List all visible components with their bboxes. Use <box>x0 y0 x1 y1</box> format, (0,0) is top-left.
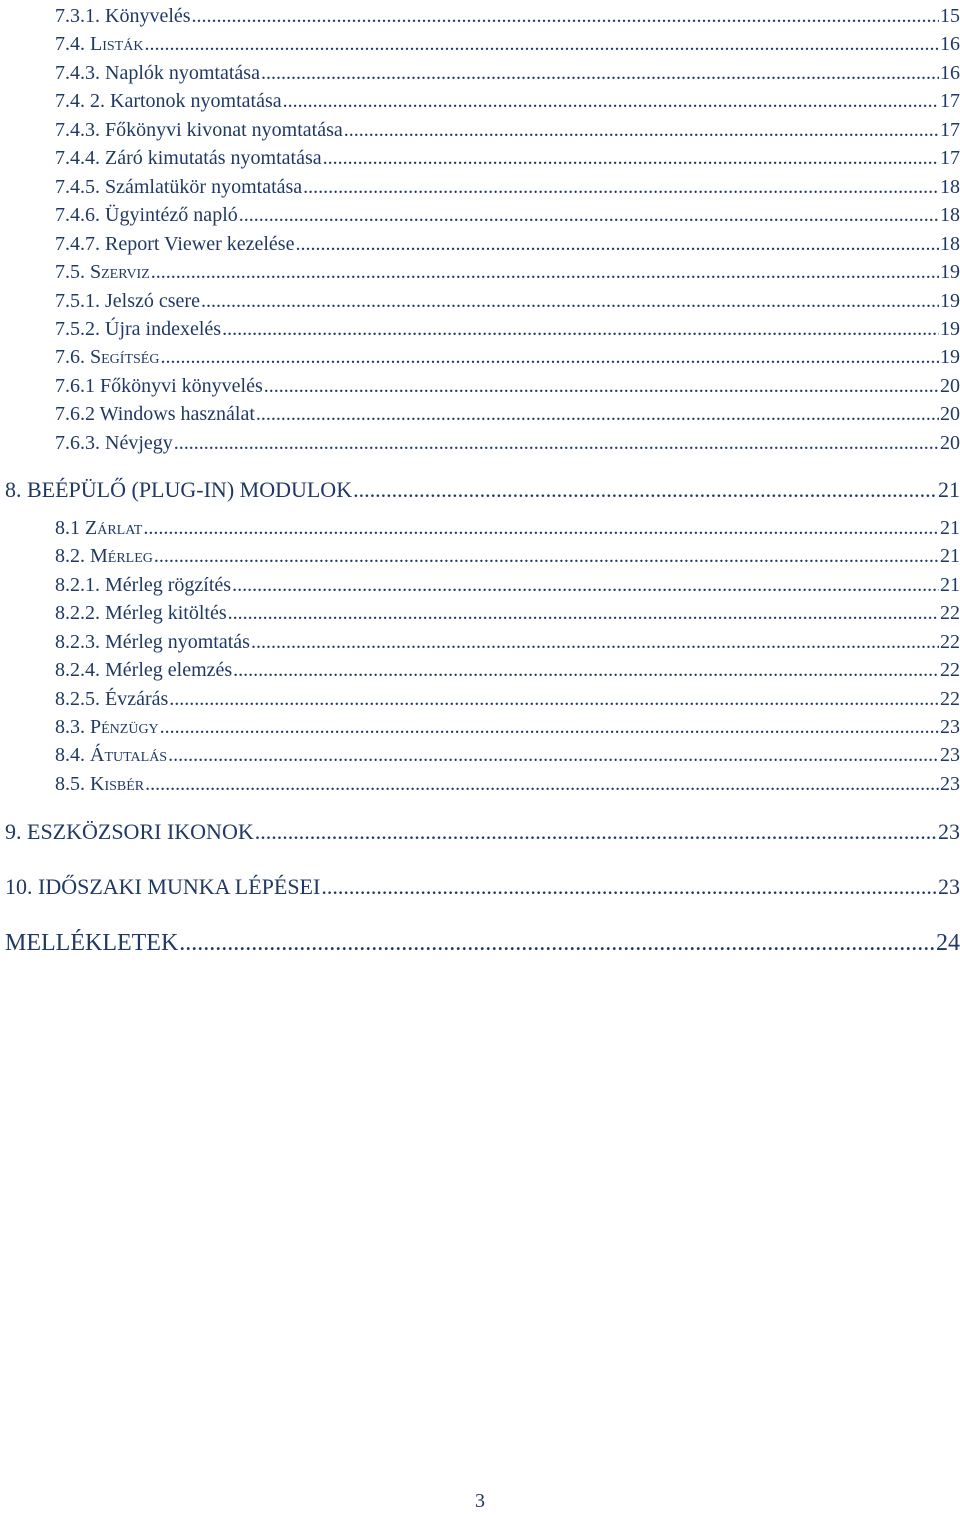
toc-entry-page: 22 <box>940 659 960 681</box>
toc-entry-page: 16 <box>940 33 960 55</box>
toc-entry-label: 8.2.3. Mérleg nyomtatás <box>55 631 250 653</box>
toc-entry-page: 18 <box>940 176 960 198</box>
toc-leader-dots <box>353 474 937 506</box>
toc-entry[interactable] <box>5 474 960 502</box>
toc-entry-label: 7.4.6. Ügyintéző napló <box>55 204 238 226</box>
toc-entry-page: 21 <box>940 517 960 539</box>
toc-leader-dots <box>323 142 939 174</box>
toc-entry[interactable] <box>55 768 960 796</box>
toc-entry-label: 7.3.1. Könyvelés <box>55 5 191 27</box>
toc-entry-page: 21 <box>938 477 960 502</box>
toc-entry-page: 22 <box>940 602 960 624</box>
toc-entry-label: 10. IDŐSZAKI MUNKA LÉPÉSEI <box>5 874 321 899</box>
toc-entry-page: 17 <box>940 147 960 169</box>
toc-entry[interactable] <box>55 228 960 256</box>
toc-entry-label: 8.2.1. Mérleg rögzítés <box>55 574 232 596</box>
toc-entry-page: 19 <box>940 261 960 283</box>
toc-leader-dots <box>283 85 939 117</box>
toc-entry-page: 18 <box>940 233 960 255</box>
toc-entry-label: 7.5.2. Újra indexelés <box>55 318 222 340</box>
toc-entry-page: 17 <box>940 90 960 112</box>
toc-entry-page: 22 <box>940 631 960 653</box>
toc-leader-dots <box>233 654 939 686</box>
toc-entry-label: 7.4.3. Naplók nyomtatása <box>55 62 260 84</box>
toc-entry-page: 23 <box>940 744 960 766</box>
toc-entry[interactable] <box>55 57 960 85</box>
toc-entry-page: 19 <box>940 346 960 368</box>
toc-entry-page: 23 <box>938 874 960 899</box>
toc-entry[interactable] <box>55 199 960 227</box>
toc-entry[interactable] <box>55 85 960 113</box>
toc-entry-label: 7.5. Szerviz <box>55 261 150 283</box>
toc-entry-page: 17 <box>940 119 960 141</box>
toc-entry[interactable] <box>55 711 960 739</box>
toc-entry[interactable] <box>5 871 960 899</box>
toc-leader-dots <box>256 398 939 430</box>
toc-entry-page: 20 <box>940 375 960 397</box>
toc-leader-dots <box>168 739 939 771</box>
toc-entry[interactable] <box>55 512 960 540</box>
toc-entry[interactable] <box>55 142 960 170</box>
toc-entry[interactable] <box>55 739 960 767</box>
toc-leader-dots <box>160 341 939 373</box>
toc-entry[interactable] <box>55 313 960 341</box>
toc-entry[interactable] <box>55 427 960 455</box>
toc-entry-label: MELLÉKLETEK <box>5 930 179 956</box>
toc-entry[interactable] <box>55 540 960 568</box>
toc-leader-dots <box>154 540 939 572</box>
toc-entry[interactable] <box>55 683 960 711</box>
toc-entry-label: 7.6.2 Windows használat <box>55 403 255 425</box>
toc-leader-dots <box>144 28 939 60</box>
toc-entry-label: 7.4. Listák <box>55 33 144 55</box>
toc-entry-label: 7.4.4. Záró kimutatás nyomtatása <box>55 147 322 169</box>
toc-leader-dots <box>179 927 935 959</box>
toc-entry-page: 23 <box>938 819 960 844</box>
toc-entry[interactable] <box>55 626 960 654</box>
toc-entry-label: 8.2.5. Évzárás <box>55 688 169 710</box>
toc-leader-dots <box>228 597 939 629</box>
toc-leader-dots <box>151 256 939 288</box>
toc-entry[interactable] <box>5 816 960 844</box>
toc-entry[interactable] <box>55 256 960 284</box>
toc-entry-label: 7.6. Segítség <box>55 346 160 368</box>
toc-entry-label: 7.4. 2. Kartonok nyomtatása <box>55 90 282 112</box>
toc-entry-label: 9. ESZKÖZSORI IKONOK <box>5 819 254 844</box>
toc-entry-label: 8.3. Pénzügy <box>55 716 159 738</box>
toc-entry-label: 7.4.5. Számlatükör nyomtatása <box>55 176 303 198</box>
toc-entry-label: 7.6.3. Névjegy <box>55 432 173 454</box>
toc-leader-dots <box>321 871 937 903</box>
toc-entry[interactable] <box>55 569 960 597</box>
toc-entry-label: 8.1 Zárlat <box>55 517 143 539</box>
toc-entry-page: 16 <box>940 62 960 84</box>
toc-entry-label: 8.2. Mérleg <box>55 545 153 567</box>
toc-entry-label: 7.4.7. Report Viewer kezelése <box>55 233 295 255</box>
toc-entry[interactable] <box>55 171 960 199</box>
toc-entry[interactable] <box>55 398 960 426</box>
toc-entry-page: 18 <box>940 204 960 226</box>
toc-entry-page: 21 <box>940 545 960 567</box>
toc-entry-page: 19 <box>940 318 960 340</box>
toc-leader-dots <box>174 427 939 459</box>
toc-entry-label: 7.6.1 Főkönyvi könyvelés <box>55 375 263 397</box>
toc-leader-dots <box>255 816 937 848</box>
toc-entry[interactable] <box>55 28 960 56</box>
toc-entry-label: 7.5.1. Jelszó csere <box>55 290 200 312</box>
page-number: 3 <box>475 1490 485 1512</box>
toc-entry[interactable] <box>55 285 960 313</box>
toc-entry-label: 8.2.2. Mérleg kitöltés <box>55 602 227 624</box>
toc-entry-page: 20 <box>940 403 960 425</box>
toc-entry-page: 20 <box>940 432 960 454</box>
toc-entry-label: 8.2.4. Mérleg elemzés <box>55 659 233 681</box>
toc-entry-page: 23 <box>940 716 960 738</box>
toc-entry[interactable] <box>55 114 960 142</box>
toc-entry-label: 8.5. Kisbér <box>55 773 145 795</box>
toc-entry[interactable] <box>55 0 960 28</box>
toc-entry[interactable] <box>55 654 960 682</box>
toc-entry-page: 23 <box>940 773 960 795</box>
toc-leader-dots <box>145 768 939 800</box>
toc-leader-dots <box>239 199 939 231</box>
toc-entry[interactable] <box>55 341 960 369</box>
toc-entry-label: 8.4. Átutalás <box>55 744 168 766</box>
toc-entry-page: 21 <box>940 574 960 596</box>
toc-entry-page: 24 <box>936 930 960 956</box>
toc-entry-page: 19 <box>940 290 960 312</box>
toc-entry-page: 15 <box>940 5 960 27</box>
toc-entry-label: 7.4.3. Főkönyvi kivonat nyomtatása <box>55 119 343 141</box>
toc-entry[interactable] <box>55 597 960 625</box>
toc-entry[interactable] <box>5 927 960 955</box>
toc-entry[interactable] <box>55 370 960 398</box>
toc-entry-page: 22 <box>940 688 960 710</box>
toc-entry-label: 8. BEÉPÜLŐ (PLUG-IN) MODULOK <box>5 477 353 502</box>
